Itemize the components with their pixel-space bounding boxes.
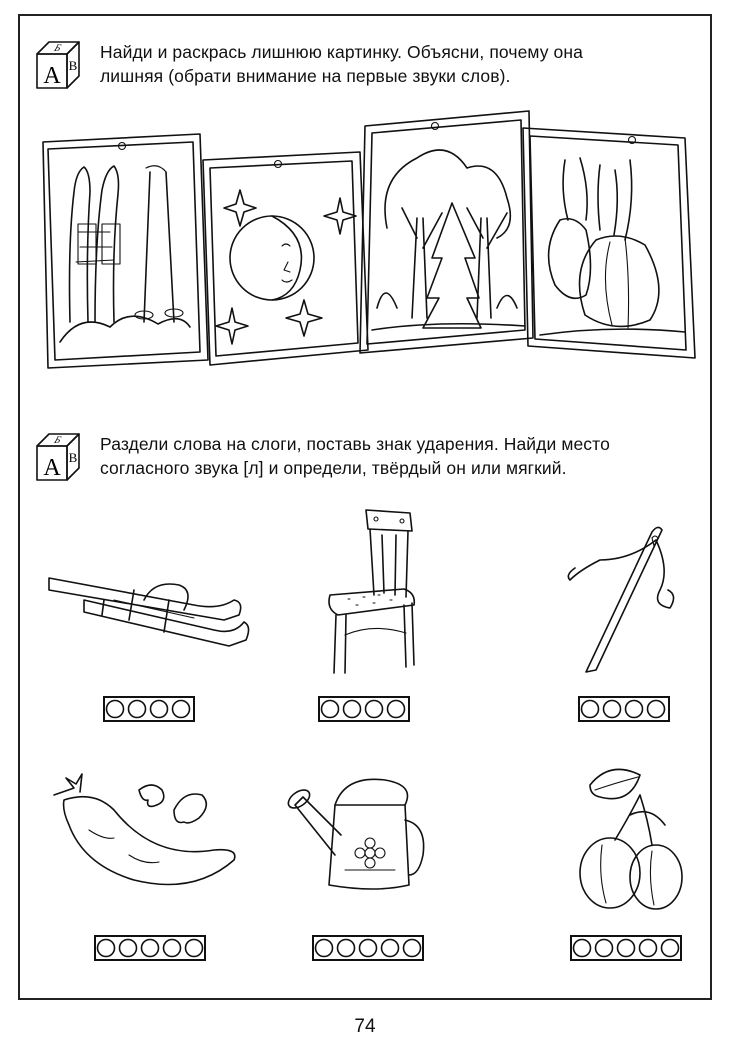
sound-circle[interactable]: [338, 940, 355, 957]
needle-picture: [560, 520, 690, 680]
sound-circle[interactable]: [596, 940, 613, 957]
card-skis-poles[interactable]: [40, 132, 210, 372]
sound-scheme-needle[interactable]: [578, 696, 670, 722]
sound-circle[interactable]: [366, 701, 383, 718]
plums-icon: [580, 769, 682, 909]
task-1-line-1: Найди и раскрась лишнюю картинку. Объясни, почему она: [100, 42, 583, 62]
sound-circle[interactable]: [120, 940, 137, 957]
block-letter-side: В: [68, 450, 78, 465]
task-1-instruction: [100, 40, 700, 88]
task-2-instruction: [100, 432, 700, 480]
watering-can-icon: [285, 779, 423, 889]
block-letter-top: Б: [52, 435, 63, 446]
sound-circle[interactable]: [129, 701, 146, 718]
watering-can-picture: [285, 775, 435, 900]
beans-icon: [54, 774, 235, 885]
skis-poles-icon: [60, 166, 190, 342]
sled-picture: [44, 560, 254, 660]
sound-circle[interactable]: [322, 701, 339, 718]
beans-picture: [44, 770, 244, 900]
card-onion-bulbs[interactable]: [520, 120, 700, 360]
sound-circle[interactable]: [662, 940, 679, 957]
sound-circle[interactable]: [648, 701, 665, 718]
sound-circle[interactable]: [186, 940, 203, 957]
sound-scheme-chair[interactable]: [318, 696, 410, 722]
block-letter-side: В: [68, 58, 78, 73]
sound-circle[interactable]: [574, 940, 591, 957]
sound-circle[interactable]: [142, 940, 159, 957]
sound-circle[interactable]: [173, 701, 190, 718]
chair-picture: [318, 505, 423, 675]
task-2-line-1: Раздели слова на слоги, поставь знак ударения. Найди место: [100, 434, 610, 454]
forest-icon: [372, 150, 525, 330]
abc-block-icon: [34, 36, 82, 90]
block-letter-front: А: [43, 455, 61, 481]
sound-circle[interactable]: [164, 940, 181, 957]
sound-scheme-watering-can[interactable]: [312, 935, 424, 961]
sound-circle[interactable]: [360, 940, 377, 957]
sound-scheme-sled[interactable]: [103, 696, 195, 722]
block-letter-top: Б: [52, 43, 63, 54]
sound-circle[interactable]: [618, 940, 635, 957]
task-2-line-2: согласного звука [л] и определи, твёрдый он или мягкий.: [100, 458, 567, 478]
onion-bulbs-icon: [540, 158, 685, 335]
sound-circle[interactable]: [98, 940, 115, 957]
sound-circle[interactable]: [151, 701, 168, 718]
sound-circle[interactable]: [604, 701, 621, 718]
sound-circle[interactable]: [404, 940, 421, 957]
needle-thread-icon: [568, 527, 673, 672]
chair-icon: [329, 510, 414, 673]
sound-circle[interactable]: [107, 701, 124, 718]
sound-scheme-beans[interactable]: [94, 935, 206, 961]
sound-circle[interactable]: [382, 940, 399, 957]
sound-circle[interactable]: [582, 701, 599, 718]
card-moon-stars[interactable]: [200, 150, 370, 370]
moon-stars-icon: [216, 190, 356, 344]
sound-scheme-plums[interactable]: [570, 935, 682, 961]
abc-block-icon: [34, 428, 82, 482]
plums-picture: [560, 765, 690, 915]
block-letter-front: А: [43, 63, 61, 89]
sled-icon: [49, 578, 249, 646]
sound-circle[interactable]: [388, 701, 405, 718]
task-1-line-2: лишняя (обрати внимание на первые звуки слов).: [100, 66, 511, 86]
sound-circle[interactable]: [626, 701, 643, 718]
sound-circle[interactable]: [344, 701, 361, 718]
sound-circle[interactable]: [640, 940, 657, 957]
page-number: 74: [354, 1016, 376, 1037]
card-forest[interactable]: [357, 108, 537, 358]
sound-circle[interactable]: [316, 940, 333, 957]
